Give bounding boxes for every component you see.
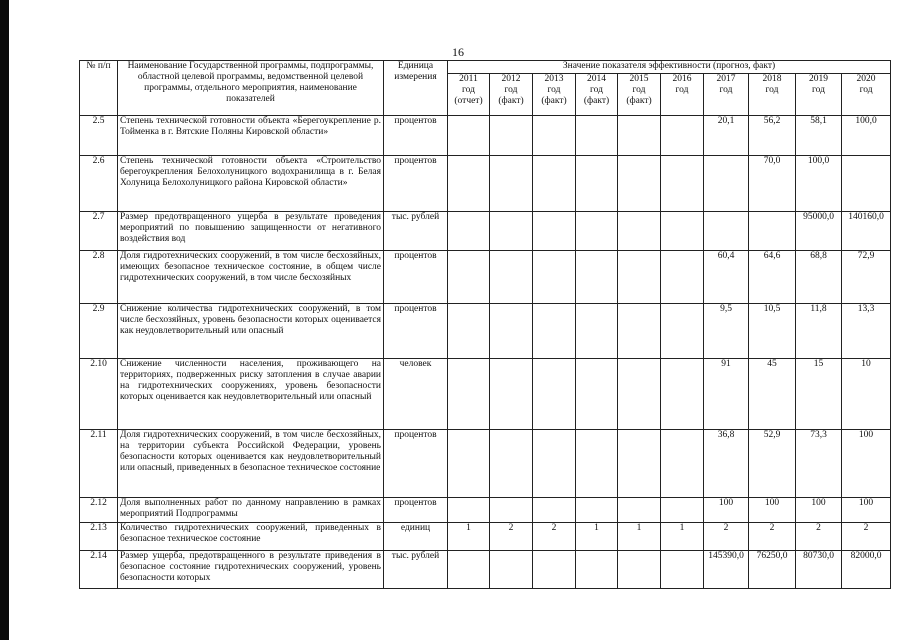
table-row bbox=[80, 251, 891, 304]
unit-of-measure: процентов bbox=[384, 498, 448, 523]
table-row bbox=[80, 156, 891, 212]
value-cell: 11,8 bbox=[796, 304, 842, 359]
value-cell: 91 bbox=[704, 359, 749, 430]
header-year-4 bbox=[618, 74, 661, 116]
header-year-unit: год bbox=[504, 85, 518, 95]
value-cell bbox=[661, 430, 704, 498]
value-cell: 56,2 bbox=[749, 116, 796, 156]
value-cell bbox=[618, 116, 661, 156]
value-cell bbox=[618, 498, 661, 523]
unit-of-measure: тыс. рублей bbox=[384, 551, 448, 589]
value-cell bbox=[618, 359, 661, 430]
row-number: 2.12 bbox=[80, 498, 118, 523]
row-number: 2.9 bbox=[80, 304, 118, 359]
value-cell: 70,0 bbox=[749, 156, 796, 212]
header-year-unit: год bbox=[859, 85, 873, 95]
value-cell: 9,5 bbox=[704, 304, 749, 359]
value-cell: 2 bbox=[704, 523, 749, 551]
table-row bbox=[80, 430, 891, 498]
value-cell bbox=[533, 551, 576, 589]
value-cell bbox=[576, 116, 618, 156]
value-cell bbox=[533, 304, 576, 359]
value-cell: 36,8 bbox=[704, 430, 749, 498]
value-cell bbox=[448, 116, 490, 156]
indicator-name: Количество гидротехнических сооружений, приведенных в безопасное техническое состояние bbox=[118, 523, 384, 551]
header-year-8 bbox=[796, 74, 842, 116]
value-cell: 68,8 bbox=[796, 251, 842, 304]
header-year-year: 2015 bbox=[629, 74, 649, 84]
header-year-5 bbox=[661, 74, 704, 116]
value-cell bbox=[448, 212, 490, 251]
value-cell bbox=[448, 430, 490, 498]
value-cell: 76250,0 bbox=[749, 551, 796, 589]
table-row bbox=[80, 523, 891, 551]
value-cell bbox=[533, 116, 576, 156]
value-cell bbox=[618, 430, 661, 498]
unit-of-measure: процентов bbox=[384, 430, 448, 498]
value-cell bbox=[490, 498, 533, 523]
value-cell bbox=[749, 212, 796, 251]
value-cell bbox=[490, 304, 533, 359]
indicator-name: Снижение численности населения, проживающего на территориях, подверженных риску затопления в случае аварии на гидротехнических сооружениях, уровень безопасности которых оценивается как неудовлетворительный или опасный bbox=[118, 359, 384, 430]
value-cell bbox=[618, 304, 661, 359]
value-cell bbox=[448, 498, 490, 523]
value-cell bbox=[661, 498, 704, 523]
header-year-year: 2017 bbox=[716, 74, 736, 84]
value-cell bbox=[490, 156, 533, 212]
value-cell bbox=[490, 430, 533, 498]
value-cell bbox=[490, 251, 533, 304]
value-cell bbox=[576, 212, 618, 251]
value-cell: 1 bbox=[576, 523, 618, 551]
value-cell bbox=[448, 156, 490, 212]
header-year-note: (отчет) bbox=[454, 96, 483, 106]
indicator-name: Размер ущерба, предотвращенного в результате приведения в безопасное состояние гидротехнических сооружений, уровень безопасности которых bbox=[118, 551, 384, 589]
indicator-name: Степень технической готовности объекта «Берегоукрепление р. Тойменка в г. Вятские Поляны Кировской области» bbox=[118, 116, 384, 156]
value-cell bbox=[490, 212, 533, 251]
value-cell: 1 bbox=[661, 523, 704, 551]
scan-edge bbox=[0, 0, 9, 640]
value-cell bbox=[576, 430, 618, 498]
header-year-unit: год bbox=[590, 85, 603, 95]
header-year-note: (факт) bbox=[626, 96, 652, 106]
indicators-table bbox=[79, 60, 891, 589]
header-year-0 bbox=[448, 74, 490, 116]
header-year-1 bbox=[490, 74, 533, 116]
value-cell: 2 bbox=[842, 523, 891, 551]
table-row bbox=[80, 212, 891, 251]
table-row bbox=[80, 116, 891, 156]
value-cell bbox=[661, 551, 704, 589]
unit-of-measure: единиц bbox=[384, 523, 448, 551]
value-cell bbox=[490, 551, 533, 589]
header-year-unit: год bbox=[719, 85, 733, 95]
value-cell bbox=[661, 116, 704, 156]
value-cell bbox=[448, 551, 490, 589]
row-number: 2.14 bbox=[80, 551, 118, 589]
value-cell bbox=[618, 212, 661, 251]
header-year-year: 2016 bbox=[672, 74, 692, 84]
table-row bbox=[80, 551, 891, 589]
value-cell: 2 bbox=[490, 523, 533, 551]
header-year-2 bbox=[533, 74, 576, 116]
value-cell bbox=[661, 156, 704, 212]
row-number: 2.7 bbox=[80, 212, 118, 251]
unit-of-measure: процентов bbox=[384, 116, 448, 156]
row-number: 2.11 bbox=[80, 430, 118, 498]
value-cell: 58,1 bbox=[796, 116, 842, 156]
header-year-year: 2012 bbox=[501, 74, 521, 84]
value-cell: 80730,0 bbox=[796, 551, 842, 589]
value-cell bbox=[661, 359, 704, 430]
header-year-7 bbox=[749, 74, 796, 116]
header-year-unit: год bbox=[765, 85, 779, 95]
indicator-name: Размер предотвращенного ущерба в результате проведения мероприятий по повышению защищенности от негативного воздействия вод bbox=[118, 212, 384, 251]
value-cell: 145390,0 bbox=[704, 551, 749, 589]
value-cell: 52,9 bbox=[749, 430, 796, 498]
value-cell: 100 bbox=[842, 430, 891, 498]
value-cell: 100 bbox=[749, 498, 796, 523]
value-cell: 72,9 bbox=[842, 251, 891, 304]
value-cell: 100 bbox=[842, 498, 891, 523]
row-number: 2.8 bbox=[80, 251, 118, 304]
header-year-6 bbox=[704, 74, 749, 116]
header-year-year: 2018 bbox=[762, 74, 782, 84]
value-cell: 64,6 bbox=[749, 251, 796, 304]
row-number: 2.6 bbox=[80, 156, 118, 212]
value-cell bbox=[533, 359, 576, 430]
header-year-9 bbox=[842, 74, 891, 116]
value-cell bbox=[576, 498, 618, 523]
table-row bbox=[80, 304, 891, 359]
value-cell: 10,5 bbox=[749, 304, 796, 359]
value-cell bbox=[576, 251, 618, 304]
value-cell: 100 bbox=[796, 498, 842, 523]
header-year-year: 2014 bbox=[587, 74, 606, 84]
value-cell bbox=[618, 156, 661, 212]
value-cell: 100,0 bbox=[842, 116, 891, 156]
value-cell bbox=[533, 430, 576, 498]
page-number: 16 bbox=[452, 45, 464, 59]
header-year-unit: год bbox=[812, 85, 825, 95]
unit-of-measure: процентов bbox=[384, 304, 448, 359]
header-year-unit: год bbox=[675, 85, 689, 95]
header-year-3 bbox=[576, 74, 618, 116]
value-cell bbox=[661, 251, 704, 304]
header-name: Наименование Государственной программы, подпрограммы, областной целевой программы, ведомственной целевой программы, отдельного мероприятия, наименование показателей bbox=[118, 61, 384, 116]
header-year-year: 2013 bbox=[544, 74, 564, 84]
value-cell bbox=[618, 251, 661, 304]
unit-of-measure: тыс. рублей bbox=[384, 212, 448, 251]
indicator-name: Доля гидротехнических сооружений, в том числе бесхозяйных, на территории субъекта Российской Федерации, уровень безопасности которых оценивается как неудовлетворительный или опасный, приведенных в безопасное техническое состояние bbox=[118, 430, 384, 498]
header-unit: Единица измерения bbox=[384, 61, 448, 116]
value-cell: 1 bbox=[618, 523, 661, 551]
value-cell bbox=[576, 304, 618, 359]
value-cell bbox=[533, 251, 576, 304]
value-cell: 140160,0 bbox=[842, 212, 891, 251]
value-cell bbox=[618, 551, 661, 589]
value-cell: 45 bbox=[749, 359, 796, 430]
header-year-note: (факт) bbox=[498, 96, 524, 106]
header-year-unit: год bbox=[547, 85, 561, 95]
row-number: 2.5 bbox=[80, 116, 118, 156]
indicator-name: Снижение количества гидротехнических сооружений, в том числе бесхозяйных, уровень безопасности которых оценивается как неудовлетворительный или опасный bbox=[118, 304, 384, 359]
value-cell: 95000,0 bbox=[796, 212, 842, 251]
header-year-note: (факт) bbox=[583, 96, 610, 106]
value-cell bbox=[533, 498, 576, 523]
value-cell bbox=[490, 116, 533, 156]
table-row bbox=[80, 359, 891, 430]
header-year-unit: год bbox=[632, 85, 646, 95]
value-cell: 2 bbox=[796, 523, 842, 551]
indicator-name: Доля гидротехнических сооружений, в том числе бесхозяйных, имеющих безопасное техническое состояние, в общем числе гидротехнических сооружений, в том числе бесхозяйных bbox=[118, 251, 384, 304]
header-year-year: 2011 bbox=[459, 74, 478, 84]
header-year-year: 2020 bbox=[856, 74, 876, 84]
value-cell: 2 bbox=[533, 523, 576, 551]
header-year-unit: год bbox=[462, 85, 475, 95]
value-cell bbox=[448, 251, 490, 304]
value-cell: 73,3 bbox=[796, 430, 842, 498]
value-cell: 60,4 bbox=[704, 251, 749, 304]
row-number: 2.10 bbox=[80, 359, 118, 430]
value-cell: 82000,0 bbox=[842, 551, 891, 589]
indicator-name: Степень технической готовности объекта «Строительство берегоукрепления Белохолуницкого водохранилища в г. Белая Холуница Белохолуницкого района Кировской области» bbox=[118, 156, 384, 212]
value-cell: 15 bbox=[796, 359, 842, 430]
value-cell: 10 bbox=[842, 359, 891, 430]
value-cell bbox=[448, 359, 490, 430]
value-cell bbox=[661, 212, 704, 251]
value-cell bbox=[576, 551, 618, 589]
unit-of-measure: процентов bbox=[384, 251, 448, 304]
value-cell: 2 bbox=[749, 523, 796, 551]
value-cell bbox=[704, 212, 749, 251]
value-cell: 100 bbox=[704, 498, 749, 523]
value-cell bbox=[533, 156, 576, 212]
unit-of-measure: человек bbox=[384, 359, 448, 430]
header-year-year: 2019 bbox=[809, 74, 828, 84]
value-cell bbox=[704, 156, 749, 212]
value-cell bbox=[661, 304, 704, 359]
value-cell: 13,3 bbox=[842, 304, 891, 359]
value-cell: 100,0 bbox=[796, 156, 842, 212]
indicator-name: Доля выполненных работ по данному направлению в рамках мероприятий Подпрограммы bbox=[118, 498, 384, 523]
value-cell: 1 bbox=[448, 523, 490, 551]
value-cell bbox=[490, 359, 533, 430]
header-values: Значение показателя эффективности (прогноз, факт) bbox=[448, 61, 891, 74]
value-cell bbox=[576, 359, 618, 430]
value-cell: 20,1 bbox=[704, 116, 749, 156]
row-number: 2.13 bbox=[80, 523, 118, 551]
value-cell bbox=[533, 212, 576, 251]
unit-of-measure: процентов bbox=[384, 156, 448, 212]
header-year-note: (факт) bbox=[541, 96, 567, 106]
value-cell bbox=[842, 156, 891, 212]
header-no: № п/п bbox=[80, 61, 118, 116]
table-row bbox=[80, 498, 891, 523]
value-cell bbox=[576, 156, 618, 212]
value-cell bbox=[448, 304, 490, 359]
